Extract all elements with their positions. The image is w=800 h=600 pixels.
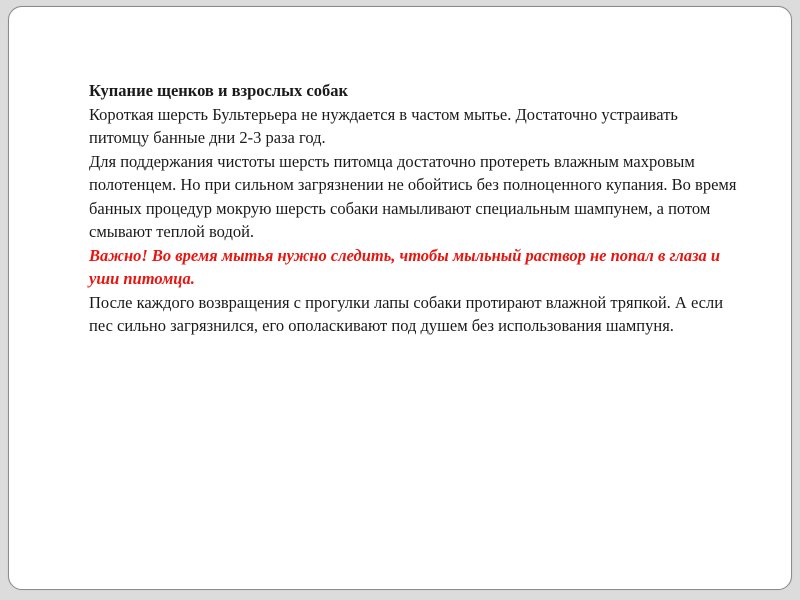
slide-heading: Купание щенков и взрослых собак	[89, 81, 348, 100]
slide-content	[89, 79, 739, 338]
paragraph-bathing-frequency: Короткая шерсть Бультерьера не нуждается в частом мытье. Достаточно устраивать питомцу банные дни 2-3 раза год.	[89, 104, 678, 147]
paragraph-cleaning-method: Для поддержания чистоты шерсть питомца достаточно протереть влажным махровым полотенцем. Но при сильном загрязнении не обойтись без полноценного купания. Во время банных процедур мокрую шерсть собаки намыливают специальным шампунем, а потом смывают теплой водой.	[89, 151, 737, 241]
warning-note: Важно! Во время мытья нужно следить, чтобы мыльный раствор не попал в глаза и уши питомца.	[89, 245, 721, 288]
slide-frame	[8, 6, 792, 590]
paragraph-after-walk: После каждого возвращения с прогулки лапы собаки протирают влажной тряпкой. А если пес сильно загрязнился, его ополаскивают под душем без использования шампуня.	[89, 292, 724, 335]
